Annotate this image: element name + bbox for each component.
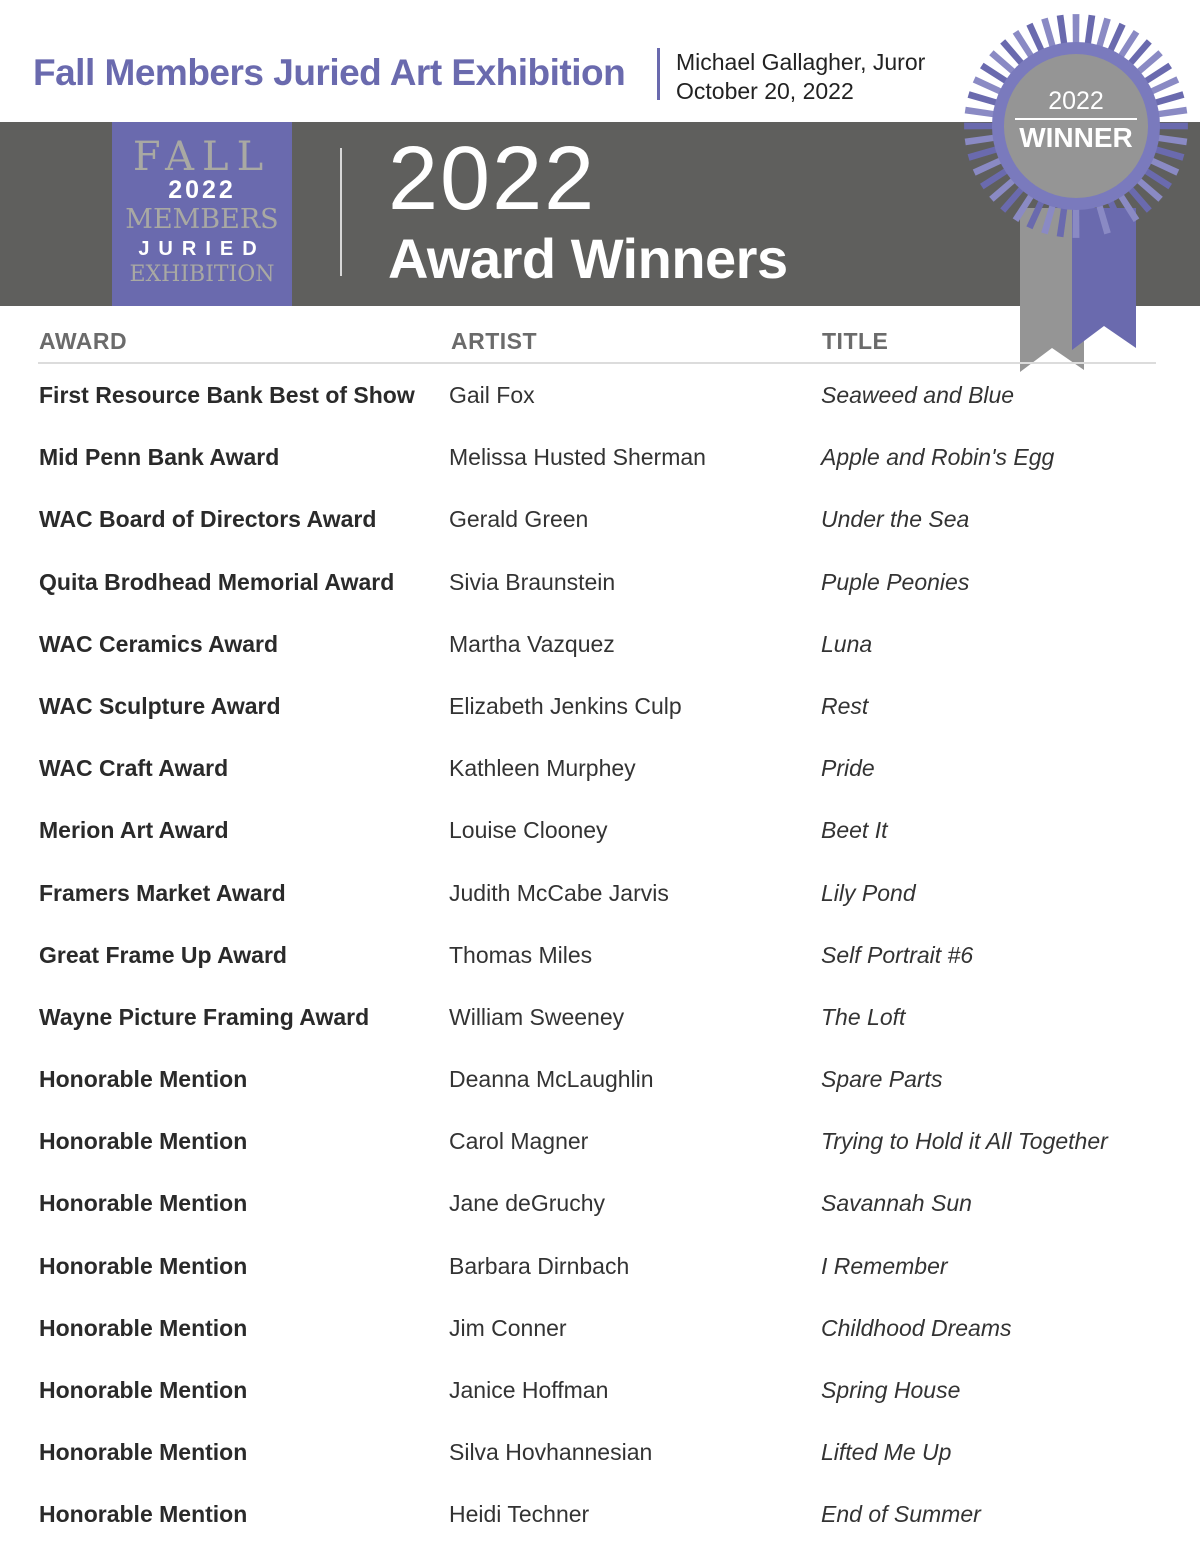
logo-members: MEMBERS: [125, 204, 279, 235]
table-row: [0, 490, 1200, 552]
artist-cell: William Sweeney: [449, 1003, 625, 1030]
artist-cell: Heidi Techner: [449, 1501, 590, 1528]
banner-divider: [340, 148, 342, 276]
table-row: [0, 988, 1200, 1050]
artist-cell: Deanna McLaughlin: [449, 1066, 654, 1093]
table-row: [0, 1485, 1200, 1547]
exhibition-title: Fall Members Juried Art Exhibition: [33, 52, 626, 93]
table-row: [0, 1423, 1200, 1485]
logo-year: 2022: [168, 176, 236, 204]
ribbon-year: 2022: [1048, 87, 1104, 115]
award-cell: Honorable Mention: [39, 1501, 248, 1528]
winner-ribbon-icon: [960, 8, 1192, 378]
ribbon-label: WINNER: [1019, 122, 1133, 153]
exhibition-date: October 20, 2022: [676, 78, 854, 104]
table-row: [0, 864, 1200, 926]
table-row: [0, 739, 1200, 801]
logo-fall: FALL: [132, 134, 272, 180]
artist-cell: Jane deGruchy: [449, 1190, 605, 1217]
award-cell: Honorable Mention: [39, 1252, 248, 1279]
table-row: [0, 1299, 1200, 1361]
table-row: [0, 801, 1200, 863]
title-cell: Lifted Me Up: [821, 1439, 952, 1466]
award-cell: Wayne Picture Framing Award: [39, 1003, 370, 1030]
title-cell: Apple and Robin's Egg: [821, 444, 1055, 471]
award-cell: Great Frame Up Award: [39, 941, 287, 968]
artist-cell: Carol Magner: [449, 1128, 589, 1155]
title-cell: Rest: [821, 692, 869, 719]
table-row: [0, 1237, 1200, 1299]
artist-cell: Elizabeth Jenkins Culp: [449, 692, 682, 719]
artist-cell: Silva Hovhannesian: [449, 1439, 653, 1466]
banner-year: 2022: [388, 129, 597, 229]
award-cell: First Resource Bank Best of Show: [39, 382, 415, 408]
title-cell: Under the Sea: [821, 506, 970, 533]
table-row: [0, 553, 1200, 615]
title-cell: Luna: [821, 630, 873, 657]
banner-subtitle: Award Winners: [388, 227, 788, 290]
artist-cell: Judith McCabe Jarvis: [449, 879, 669, 906]
logo-juried: JURIED: [138, 238, 266, 260]
title-cell: Spring House: [821, 1377, 961, 1403]
award-cell: Quita Brodhead Memorial Award: [39, 568, 395, 595]
awards-table: [0, 366, 1200, 1548]
table-row: [0, 1361, 1200, 1423]
award-cell: Honorable Mention: [39, 1439, 248, 1466]
table-row: [0, 1050, 1200, 1112]
header-rule: [38, 362, 1156, 364]
artist-cell: Janice Hoffman: [449, 1377, 609, 1403]
title-cell: End of Summer: [821, 1501, 981, 1528]
artist-cell: Thomas Miles: [449, 941, 593, 968]
table-row: [0, 615, 1200, 677]
title-cell: Pride: [821, 755, 875, 782]
artist-cell: Sivia Braunstein: [449, 568, 616, 595]
award-cell: Honorable Mention: [39, 1066, 248, 1093]
award-cell: WAC Board of Directors Award: [39, 506, 377, 533]
title-cell: Puple Peonies: [821, 568, 970, 595]
artist-cell: Gerald Green: [449, 506, 589, 533]
award-cell: WAC Craft Award: [39, 755, 229, 782]
title-cell: Childhood Dreams: [821, 1314, 1012, 1341]
title-cell: The Loft: [821, 1003, 906, 1030]
award-cell: WAC Sculpture Award: [39, 692, 281, 719]
artist-cell: Barbara Dirnbach: [449, 1252, 630, 1279]
table-row: [0, 428, 1200, 490]
award-cell: Honorable Mention: [39, 1190, 248, 1217]
table-row: [0, 1112, 1200, 1174]
artist-cell: Martha Vazquez: [449, 630, 615, 657]
artist-cell: Jim Conner: [449, 1314, 567, 1341]
award-cell: Merion Art Award: [39, 817, 229, 844]
title-cell: Self Portrait #6: [821, 941, 974, 968]
table-row: [0, 366, 1200, 428]
table-row: [0, 1174, 1200, 1236]
artist-cell: Kathleen Murphey: [449, 755, 636, 782]
table-row: [0, 677, 1200, 739]
table-row: [0, 926, 1200, 988]
award-cell: WAC Ceramics Award: [39, 630, 279, 657]
artist-cell: Gail Fox: [449, 382, 535, 408]
title-cell: Spare Parts: [821, 1066, 943, 1093]
header-divider: [657, 48, 660, 100]
exhibition-logo: [112, 122, 292, 306]
column-header-title: TITLE: [822, 328, 889, 354]
title-cell: Beet It: [821, 817, 888, 844]
award-cell: Honorable Mention: [39, 1128, 248, 1155]
award-cell: Honorable Mention: [39, 1314, 248, 1341]
title-cell: Trying to Hold it All Together: [821, 1128, 1108, 1155]
title-cell: Seaweed and Blue: [821, 382, 1015, 408]
logo-exhibition: EXHIBITION: [129, 262, 275, 287]
award-cell: Honorable Mention: [39, 1377, 248, 1403]
column-header-artist: ARTIST: [451, 328, 538, 354]
artist-cell: Louise Clooney: [449, 817, 608, 844]
title-cell: I Remember: [821, 1252, 948, 1279]
artist-cell: Melissa Husted Sherman: [449, 444, 706, 471]
award-cell: Mid Penn Bank Award: [39, 444, 280, 471]
juror-info: [676, 48, 925, 106]
title-cell: Lily Pond: [821, 879, 916, 906]
juror-name: Michael Gallagher, Juror: [676, 49, 926, 75]
column-header-award: AWARD: [39, 328, 128, 354]
award-cell: Framers Market Award: [39, 879, 286, 906]
title-cell: Savannah Sun: [821, 1190, 972, 1217]
